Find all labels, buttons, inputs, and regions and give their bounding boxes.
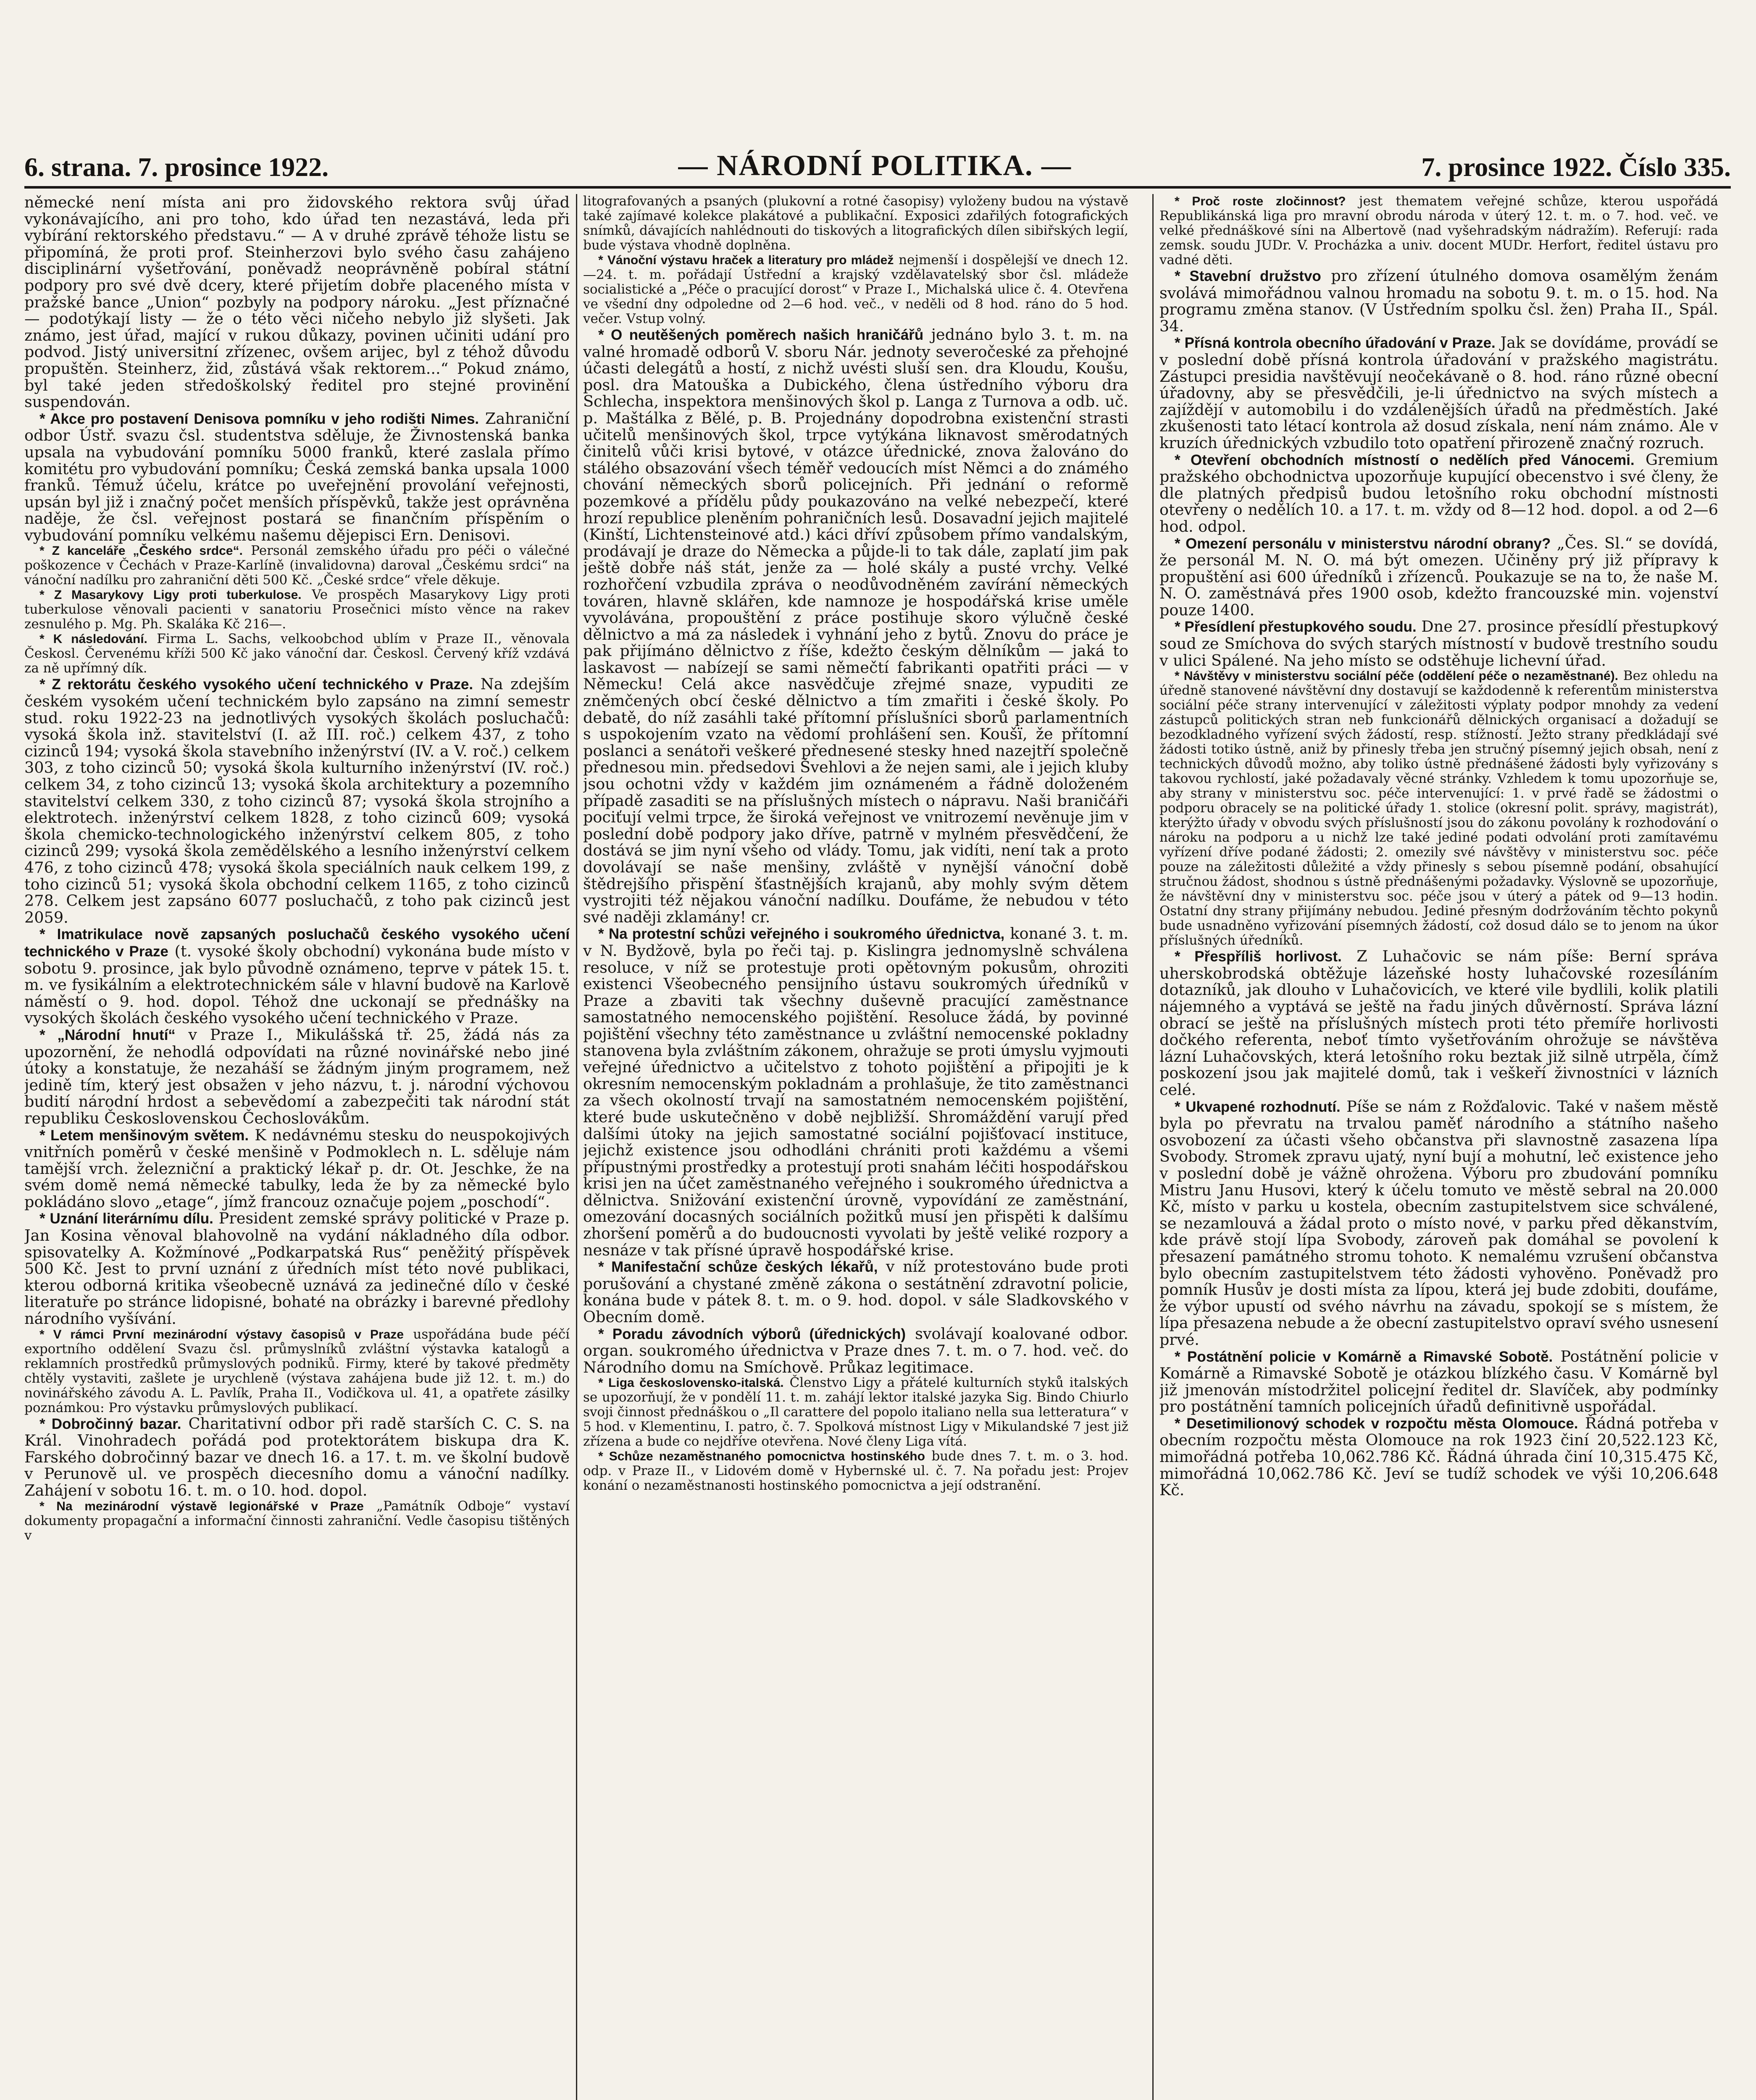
news-body: litografovaných a psaných (plukovní a rotné časopisy) vyloženy budou na výstavě také zajímavé kolekce plakátové a publikační. Exposici zdařilých fotografických snímků, dávajících nahlédnouti do tiskových a litografických dílen sibiřských legií, bude výstava vhodně doplněna.: [583, 194, 1128, 253]
news-paragraph: [24, 1026, 570, 1127]
column-divider: [576, 194, 577, 2100]
news-headline: * Dobročinný bazar.: [39, 1415, 181, 1432]
news-paragraph: [583, 925, 1128, 1258]
news-headline: * Letem menšinovým světem.: [39, 1127, 249, 1144]
news-paragraph: [24, 1210, 570, 1327]
column-1: [24, 194, 570, 2100]
news-body: Firma L. Sachs, velkoobchod ublím v Praze II., věnovala Českosl. Červenému kříži 500 Kč jako vánoční dar. Českosl. Červený kříž vzdává za ně upřímný dík.: [24, 631, 570, 676]
news-paragraph: [1159, 452, 1718, 535]
news-paragraph: [24, 1415, 570, 1499]
news-headline: * Stavební družstvo: [1175, 268, 1321, 284]
news-headline: * K následování.: [39, 632, 147, 646]
column-divider: [1152, 194, 1154, 2100]
page-header: [24, 139, 1731, 181]
news-paragraph: [583, 326, 1128, 925]
news-headline: * Omezení personálu v ministerstvu národní obrany?: [1175, 535, 1551, 552]
header-page-date: 6. strana. 7. prosince 1922.: [24, 152, 329, 182]
news-headline: * Postátnění policie v Komárně a Rimavské Sobotě.: [1175, 1348, 1553, 1365]
news-headline: * „Národní hnutí“: [39, 1026, 176, 1043]
news-body: Na zdejším českém vysokém učení technickém bylo zapsáno na zimní semestr stud. roku 1922-23 na jednotlivých vysokých školách posluchačů: vysoká škola inž. stavitelství (I. až III. roč.) celkem 437, z toho cizinců 194; vysoká škola stavebního inženýrství (IV. a V. roč.) celkem 303, z toho cizinců 50; vysoká škola kulturního inženýrství (IV. roč.) celkem 34, z toho cizinců 13; vysoká škola architektury a pozemního stavitelství celkem 330, z toho cizinců 87; vysoká škola strojního a elektrotech. inženýrství celkem 1828, z toho cizinců 609; vysoká škola chemicko-technologického inženýrství celkem 805, z toho cizinců 299; vysoká škola zemědělského a lesního inženýrství celkem 476, z toho cizinců 478; vysoká škola speciálních nauk celkem 199, z toho cizinců 51; vysoká škola obchodní celkem 1165, z toho cizinců 278. Celkem jest zapsáno 6077 posluchačů, z toho pak cizinců jest 2059.: [24, 675, 570, 927]
news-body: uspořádána bude péčí exportního oddělení Svazu čsl. průmyslníků zvláštní výstavka katalogů a reklamních prostředků průmyslových podniků. Firmy, které by takové předměty chtěly vystaviti, zašlete je urychleně (výstava zahájena bude již 12. t. m.) do novinářského závodu A. L. Pavlík, Praha II., Vodičkova ul. 41, a opatřete zásilky poznámkou: Pro výstavku průmyslových publikací.: [24, 1326, 570, 1415]
news-headline: * Otevření obchodních místností o nedělích před Vánocemi.: [1175, 452, 1635, 468]
news-headline: * Desetimilionový schodek v rozpočtu města Olomouce.: [1175, 1415, 1578, 1432]
news-headline: * Vánoční výstavu hraček a literatury pro mládež: [598, 253, 894, 267]
news-body: konané 3. t. m. v N. Bydžově, byla po řeči taj. p. Kislingra jednomyslně schválena resoluce, v níž se protestuje proti opětovným pokusům, ohroziti existenci Všeobecného pensijního ústavu soukromých úředníků v Praze a zbaviti tak všechny duševně pracující zaměstnance samostatného nemocenského pojištění. Resoluce žádá, by povinné pojištění všechny této zaměstnance u zvláštní nemocenské pokladny stanovena byla zvláštním zákonem, ohražuje se proti úmyslu vyjmouti veřejné úřednictvo a učitelstvo z tohoto pojištění a připojiti je k okresním nemocenským pokladnám a prohlašuje, že tito zaměstnanci za všech okolností trvají na samostatném nemocenském pojištění, které bude uskutečněno v době nejbližší. Shromáždění varují před dalšími útoky na jejich samostatné sociální pojišťovací instituce, jejichž existence jsou odhodláni chrániti proti každému a všemi přípustnými prostředky a protestují proti snahám léčiti hospodářskou krisi jen na účet zaměstnaného veřejného i soukromého úřednictva a dělnictva. Snižování existenční úrovně, vypovídání ze zaměstnání, omezování docasných sociálních požitků musí jen přispěti k dalšímu zhoršení poměrů a do budoucnosti vyvolati by ještě veliké rozpory a nesnáze v tak přísné úpravě hospodářské krise.: [583, 924, 1128, 1259]
news-headline: * Manifestační schůze českých lékařů,: [598, 1259, 878, 1276]
news-body: „Památník Odboje“ vystaví dokumenty propagační a informační činnosti zahraniční. Vedle časopisu tištěných v: [24, 1498, 570, 1543]
news-paragraph: [1159, 194, 1718, 268]
news-headline: * Z Masarykovy Ligy proti tuberkulose.: [39, 588, 302, 602]
news-body: Jak se dovídáme, provádí se v poslední době přísná kontrola úřadování v pražského magistrátu. Zástupci presidia navštěvují neočekávaně o 8. hod. ráno různé obecní úřadovny, aby se přesvědčili, je-li úřednictvo na svých místech a zajíždějí v automobilu i do vzdálenějších úřadů na předměstích. Jaké zkušenosti tato létací kontrola až dosud získala, není nám známo. Ale v kruzích úřednických vzbudilo toto opatření přirozeně značný rozruch.: [1159, 333, 1718, 452]
news-paragraph: [24, 588, 570, 632]
news-body: (t. vysoké školy obchodní) vykonána bude místo v sobotu 9. prosince, jak bylo původně oznámeno, teprve v pátek 15. t. m. ve fysikálním a elektrotechnickém sále v hlavní budově na Karlově náměstí o 9. hod. dopol. Téhož dne uckonají se přednášky na vysokých školách českého vysokého učení technického v Praze.: [24, 942, 570, 1027]
news-body: Řádná potřeba v obecním rozpočtu města Olomouce na rok 1923 činí 20,522.123 Kč, mimořádná potřeba 10,062.786 Kč. Řádná úhrada činí 10,315.475 Kč, mimořádná 10,062.786 Kč. Jeví se tudíž schodek ve výši 10,206.648 Kč.: [1159, 1414, 1718, 1499]
news-headline: * Schůze nezaměstnaného pomocnictva hostinského: [598, 1449, 925, 1464]
news-body: Bez ohledu na úředně stanovené návštěvní dny dostavují se každodenně k referentům ministerstva sociální péče strany intervenující v záležitosti výplaty podpor mnohdy za vedení zástupců politických stran neb funkcionářů dělnických organisací a dožadují se bezodkladného vyřízení svých žádostí, resp. stížností. Ježto strany předkládají své žádosti totiko ústně, aniž by přinesly třeba jen stručný písemný jejich obsah, není z technických důvodů možno, aby toliko ústně přednášené žádosti byly vyřizovány s takovou rychlostí, jaké požadavaly věcné stránky. Vzhledem k tomu upozorňuje se, aby strany v ministerstvu soc. péče intervenující: 1. v prvé řadě se žádostmi o podporu obracely se na politické úřady 1. stolice (okresní polit. správy, magistrát), kterýžto úřady v obvodu svých příslušností jsou do zákonu povolány k rozhodování o nároku na podporu a u nichž lze také jediné podati odvolání proti zamítavému vyřízení dříve podané žádosti; 2. omezily své návštěvy v ministerstvu soc. péče pouze na záležitosti důležité a vždy přinesly s sebou písemně podání, obsahující stručnou žádost, shodnou s ústně přednášenými požadavky. Výslovně se upozorňuje, že návštěvní dny v ministerstvu soc. péče jsou v úterý a pátek od 9—13 hodin. Ostatní dny strany přijímány nebudou. Jediné přesným dodržováním těchto pokynů bude usnadněno vyřizování písemných žádostí, což dosud dálo se to jenom na úkor příslušných úředníků.: [1159, 668, 1718, 948]
news-headline: * O neutěšených poměrech našich hraničářů: [598, 327, 924, 343]
news-paragraph: [1159, 1415, 1718, 1499]
news-paragraph: [24, 194, 570, 410]
news-headline: * Přesídlení přestupkového soudu.: [1175, 619, 1417, 635]
news-headline: * V rámci První mezinárodní výstavy časopisů v Praze: [39, 1327, 404, 1341]
news-body: německé není místa ani pro židovského rektora svůj úřad vykonávajícího, ani pro toho, kdo úřad ten nezastává, leda při vybírání rektorského představu.“ — A v druhé zprávě téhože listu se připomíná, že proti prof. Steinherzovi bylo svého času zahájeno disciplinární vyšetřování, poněvadž neoprávněně pobíral státní podpory pro své dvě dcery, které přijetím dobře placeného místa v pražské bance „Union“ pozbyly na podpory nároku. „Jest příznačné — podotýkají listy — že o této věci ničeho nebylo již slyšeti. Jak známo, jest úřad, mající v rukou důkazy, povinen učiniti udání pro podvod. Jistý universitní zřízenec, ovšem arijec, byl z téhož důvodu propuštěn. Steinherz, žid, zůstává však rektorem...“ Pokud známo, byl také jeden středoškolský ředitel pro stejné provinění suspendován.: [24, 194, 570, 411]
news-headline: * Proč roste zločinnost?: [1175, 194, 1346, 208]
news-headline: * Na protestní schůzi veřejného i soukromého úřednictva,: [598, 926, 1005, 942]
news-paragraph: [583, 1376, 1128, 1449]
newspaper-page: [24, 29, 1731, 2100]
header-date-issue: 7. prosince 1922. Číslo 335.: [1421, 152, 1731, 182]
news-headline: * Liga československo-italská.: [598, 1376, 784, 1390]
news-headline: * Z rektorátu českého vysokého učení technického v Praze.: [39, 676, 473, 693]
news-paragraph: [583, 194, 1128, 253]
news-paragraph: [24, 410, 570, 544]
news-paragraph: [583, 1326, 1128, 1376]
news-headline: * Z kanceláře „Českého srdce“.: [39, 544, 243, 558]
news-headline: * Ukvapené rozhodnutí.: [1175, 1098, 1341, 1115]
news-body: Ve prospěch Masarykovy Ligy proti tuberkulose věnovali pacienti v sanatoriu Prosečnici místo věnce na rakev zesnulého p. Mg. Ph. Skaláka Kč 216—.: [24, 587, 570, 632]
news-paragraph: [1159, 669, 1718, 948]
news-headline: * Na mezinárodní výstavě legionářské v Praze: [39, 1499, 364, 1513]
news-body: v Praze I., Mikulášská tř. 25, žádá nás za upozornění, že nehodlá odpovídati na různé novinářské nebo jiné útoky a konstatuje, že nezaháší se žádným jiným programem, než jedině tím, který jest obsažen v jeho názvu, t. j. národní výchovou budití národní hrdost a sebevědomí a zabezpečiti tak národní stát republiku Československou Čechoslovákům.: [24, 1025, 570, 1127]
news-headline: * Uznání literárnímu dílu.: [39, 1210, 213, 1227]
news-paragraph: [583, 1258, 1128, 1325]
news-headline: * Akce pro postavení Denisova pomníku v jeho rodišti Nimes.: [39, 410, 479, 427]
masthead-title: — NÁRODNÍ POLITIKA. —: [678, 150, 1072, 182]
news-headline: * Návštěvy v ministerstvu sociální péče (oddělení péče o nezaměstnané).: [1175, 669, 1619, 683]
news-body: Postátnění policie v Komárně a Rimavské Sobotě je otázkou blízkého času. V Komárně byl již jmenován místodržitel policejní ředitel dr. Slavíček, aby podmínky pro postátnění tamních policejních úřadů definitivně uspořádal.: [1159, 1347, 1718, 1416]
news-paragraph: [1159, 948, 1718, 1098]
news-headline: * Přísná kontrola obecního úřadování v Praze.: [1175, 335, 1496, 352]
news-paragraph: [24, 1327, 570, 1415]
column-3: [1159, 194, 1718, 2100]
news-body: Členstvo Ligy a přátelé kulturních styků italských se upozorňují, že v pondělí 11. t. m. zahájí lektor italské jazyka Sig. Bindo Chiurlo svoji činnost přednáškou o „Il carattere del popolo italiano nella sua letteratura“ v 5 hod. v Klementinu, I. patro, č. 7. Spolková místnost Ligy v Mikulandské 7 jest již zřízena a bude co nejdříve otevřena. Nové členy Liga vítá.: [583, 1375, 1128, 1449]
news-body: jednáno bylo 3. t. m. na valné hromadě odborů V. sboru Nár. jednoty severočeské za přehojné účasti delegátů a hostí, z nichž uvésti sluší sen. dra Kloudu, Koušu, posl. dra Matouška a Dubického, člena ústředního výboru dra Schlecha, inspektora menšinových škol p. Langa z Turnova a odb. uč. p. Maštálka z Bělé, p. B. Projednány dopodrobna existenční strasti učitelů menšinových škol, trpce vytýkána liknavost směrodatných činitelů vůči krisi bytové, v otázce úřednické, znova žalováno do stálého obsazování všech téměř vedoucích míst Němci a do známého chování německých sborů policejních. Při jednání o reformě pozemkové a přídělu půdy poukazováno na velké nebezpečí, které hrozí republice pleněním pohraničních lesů. Dosavadní jejich majitelé (Kinští, Lichtensteinové atd.) káci dříví způsobem přímo vandalským, prodávají je draze do Německa a půjde-li to tak dále, zaplatí jim pak ještě dobře náš stát, jenže za — holé skály a pusté vrchy. Velké rozhořčení vzbudila zpráva o neodůvodněném zavírání německých továren, hlavně sklářen, kde namnoze je hospodářská krise uměle vyvolávána, propouštění z práce postihuje skoro výlučně české dělnictvo a má za následek i vyhnání jeho z bytů. Znovu do práce je pak přijímáno dělnictvo z říše, kdežto českým dělníkům — jaká to laskavost — nabízejí se sami němečtí fabrikanti opatřiti práci — v Německu! Celá akce nasvědčuje zřejmé snaze, vypuditi ze zněmčených obcí české dělnictvo a tím zmařiti i české školy. Po debatě, do níž zasáhli také přítomní příslušníci sborů parlamentních s uspokojením vzato na vědomí prohlášení sen. Koušï, že přítomní poslanci a senátoři veškeré přednesené stesky hned nazejtří společně přednesou min. předsedovi Švehlovi a že nejen sami, ale i jejich kluby jsou ochotni vždy v každém jim oznámeném a řádně doloženém případě zasaditi se na příslušných místech o nápravu. Naši braničáři pociťují velmi trpce, že široká veřejnost ve vnitrozemí nevěnuje jim v poslední době podpory jako dříve, patrně v mylném přesvědčení, že dostává se jim nyní všeho od vlády. Tomu, jak vidíti, není tak a proto dovolávají se naše menšiny, zvláště v nynější vánoční době štědrejšího přispění šťastnějších krajanů, aby mohly svým dětem vystrojiti též nějakou vánoční nadílku. Doufáme, že nebudou v této své naději zklamány! cr.: [583, 326, 1128, 926]
news-paragraph: [1159, 618, 1718, 669]
news-paragraph: [1159, 1098, 1718, 1348]
news-body: K nedávnému stesku do neuspokojivých vnitřních poměrů v české menšině v Podmoklech n. L. sděluje nám tamější vrch. železniční a praktický lékař p. dr. Ot. Jeschke, že na svém domě nemá německé tabulky, leda že by za německé bylo pokládáno slovo „etage“, jímž francouz označuje pojem „poschodí“.: [24, 1126, 570, 1211]
news-body: Zahraniční odbor Ústř. svazu čsl. studentstva sděluje, že Živnostenská banka upsala na vybudování pomníku 5000 franků, které zaslala přímo komitétu pro vybudování pomníku; Česká zemská banka upsala 1000 franků. Témuž účelu, krátce po uveřejnění provolání veřejnosti, upsán byl již i značný počet menších příspěvků, takže jest oprávněna naděje, že čsl. veřejnost postará se finančním příspěním o vybudování pomníku velkému našemu dějepisci Ern. Denisovi.: [24, 409, 570, 544]
news-body: Dne 27. prosince přesídlí přestupkový soud ze Smíchova do svých starých místností v budově trestního soudu v ulici Spálené. Na jeho místo se odstěhuje lichevní úřad.: [1159, 617, 1718, 669]
news-paragraph: [583, 1449, 1128, 1493]
news-body: nejmenší i dospělejší ve dnech 12.—24. t. m. pořádají Ústřední a krajský vzdělavatelský sbor čsl. mládeže socialistické a „Péče o pracující dorost“ v Praze I., Michalská ulice č. 4. Otevřena ve všední dny odpoledne od 2—6 hod. več., v neděli od 8 hod. ráno do 5 hod. večer. Vstup volný.: [583, 252, 1128, 326]
news-body: v níž protestováno bude proti porušování a chystané změně zákona o sestátnění zdravotní policie, konána bude v pátek 8. t. m. o 9. hod. dopol. v sále Sladkovského v Obecním domě.: [583, 1257, 1128, 1326]
news-headline: * Poradu závodních výborů (úřednických): [598, 1326, 906, 1342]
news-paragraph: [1159, 268, 1718, 334]
news-paragraph: [24, 632, 570, 676]
news-body: Personál zemského úřadu pro péči o válečné poškozence v Čechách v Praze-Karlíně (invalidovna) daroval „Českému srdci“ na vánoční nadílku pro zahraniční děti 500 Kč. „České srdce“ vřele děkuje.: [24, 543, 570, 588]
news-paragraph: [24, 1127, 570, 1210]
header-rule: [24, 186, 1731, 189]
news-body: Píše se nám z Rožďalovic. Také v našem městě byla po převratu na trvalou paměť národního a státního našeho osvobození za účasti všeho občanstva při slavnostně zasazena lípa Svobody. Stromek zpravu ujatý, nyní bují a mohutní, leč existence jeho v poslední době je vážně ohrožena. Výboru pro zbudování pomníku Mistru Janu Husovi, který k účelu tomuto ve městě sebral na 20.000 Kč, místo v parku u kostela, obecním zastupitelstvem sice schválené, se nezamlouvá a žádal proto o místo nové, v parku před děkanstvím, kde právě stojí lípa Svobody, zároveň pak domáhal se povolení k přesazení památného stromu tohoto. K nemalému vzrušení občanstva bylo obecním zastupitelstvem této žádosti vyhověno. Poněvadž pro pomník Husův je dosti místa za lípou, která jej bude zdobiti, doufáme, že výbor upustí od svého návrhu na závadu, spokojí se s místem, že lípa přesazena nebude a že obecní zastupitelstvo opraví svého usnesení prvé.: [1159, 1097, 1718, 1349]
news-body: svolávají koalované odbor. organ. soukromého úřednictva v Praze dnes 7. t. m. o 7. hod. več. do Národního domu na Smíchově. Průkaz legitimace.: [583, 1324, 1128, 1376]
news-body: bude dnes 7. t. m. o 3. hod. odp. v Praze II., v Lidovém domě v Hybernské ul. č. 7. Na pořadu jest: Projev konání o nezaměstnanosti hostinského pomocnictva a její odstranění.: [583, 1449, 1128, 1494]
news-paragraph: [1159, 535, 1718, 619]
news-paragraph: [1159, 334, 1718, 451]
news-body: pro zřízení útulného domova osamělým ženám svolává mimořádnou valnou hromadu na sobotu 9. t. m. o 15. hod. Na programu změna stanov. (V Ústředním spolku čsl. žen) Praha II., Spál. 34.: [1159, 267, 1718, 335]
news-headline: * Přespříliš horlivost.: [1175, 948, 1342, 965]
news-paragraph: [24, 926, 570, 1026]
news-body: Z Luhačovic se nám píše: Berní správa uherskobrodská obtěžuje lázeňské hosty luhačovské rozesíláním dotazníků, jak dlouho v Luhačovicích, ve které vile bydlili, kolik platili nájemného a vyptává se ještě na řadu jiných důvěrností. Správa lázní obrací se ještě na příslušných místech proti této přemíře horlivosti dočkého referenta, neboť tímto vyšetřováním ohrožuje se návštěva lázní Luhačovských, která letošního roku beztak již silně utrpěla, čímž poskození jsou jak majitelé domů, tak i veškeří živnostníci v lázních celé.: [1159, 947, 1718, 1099]
news-paragraph: [24, 676, 570, 926]
news-body: „Čes. Sl.“ se dovídá, že personál M. N. O. má být omezen. Učiněny prý již přípravy k propuštění asi 600 úředníků i zřízenců. Poukazuje se na to, že naše M. N. O. zaměstnává přes 1900 osob, kdežto francouzské min. vojenství pouze 1400.: [1159, 534, 1718, 619]
news-body: President zemské správy politické v Praze p. Jan Kosina věnoval blahovolně na vydání nákladného díla odbor. spisovatelky A. Kožmínové „Podkarpatská Rus“ peněžitý příspěvek 500 Kč. Jest to první uznání z úředních míst této nové publikaci, kterou odborná kritika všeobecně uznává za jedinečné dílo v české literatuře po stránce lidopisné, bohaté na obrázky i barevné předlohy národního vyšívání.: [24, 1209, 570, 1328]
news-paragraph: [24, 543, 570, 588]
news-body: Gremium pražského obchodnictva upozorňuje kupující obecenstvo i své členy, že dle platných předpisů budou letošního roku obchodní místnosti otevřeny o nedělích 10. a 17. t. m. vždy od 8—12 hod. dopol. a od 2—6 hod. odpol.: [1159, 450, 1718, 536]
column-2: [583, 194, 1128, 2100]
news-body: Charitativní odbor při radě starších C. C. S. na Král. Vinohradech pořádá pod protektorátem biskupa dra K. Farského dobročinný bazar ve dnech 16. a 17. t. m. ve školní budově v Perunově ul. ve prospěch diecesního domu a vánoční nadílky. Zahájení v sobotu 16. t. m. o 10. hod. dopol.: [24, 1414, 570, 1499]
news-paragraph: [583, 253, 1128, 326]
news-paragraph: [24, 1499, 570, 1543]
news-paragraph: [1159, 1348, 1718, 1415]
news-body: jest thematem veřejné schůze, kterou uspořádá Republikánská liga pro mravní obrodu národa v úterý 12. t. m. o 7. hod. več. ve velké přednáškové síni na Albertově (nad vyšehradským nádražím). Referují: rada zemsk. soudu JUDr. V. Procházka a univ. docent MUDr. Herfort, ředitel ústavu pro vadné děti.: [1159, 194, 1718, 268]
news-headline: * Imatrikulace nově zapsaných posluchačů českého vysokého učení technického v Praze: [24, 926, 570, 960]
